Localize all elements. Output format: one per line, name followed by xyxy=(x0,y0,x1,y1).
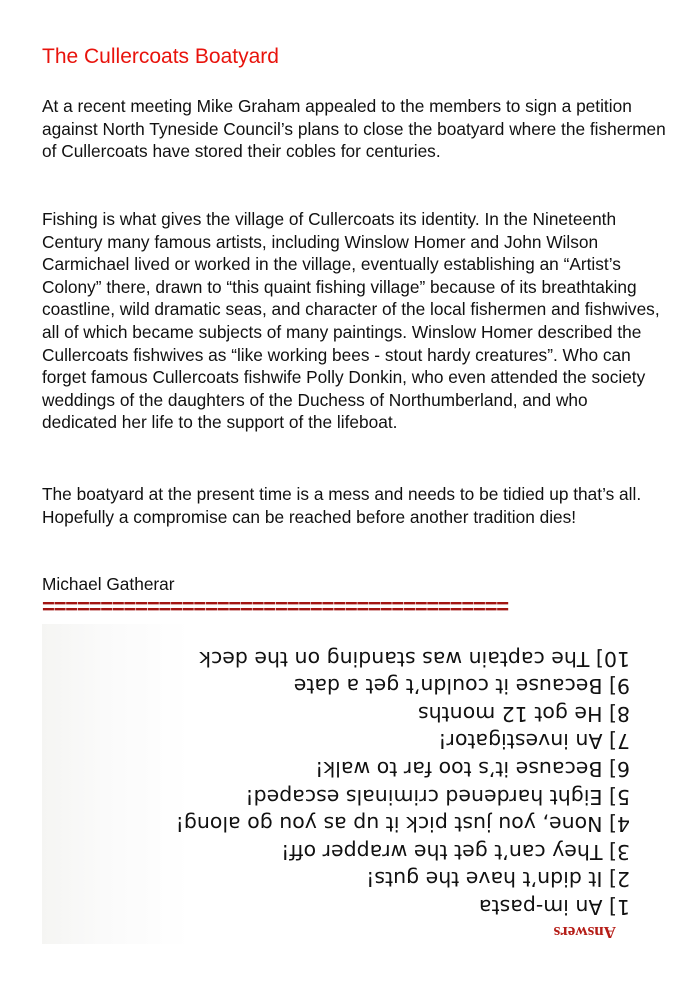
answer-item: 10] The captain was standing on the deck xyxy=(199,646,630,671)
article-title: The Cullercoats Boatyard xyxy=(42,45,279,68)
article-paragraph-2: Fishing is what gives the village of Cullercoats its identity. In the Nineteenth Century many famous artists, including Winslow Homer and John Wilson Carmichael lived or worked in the village, eventually establishing an “Artist’s Colony” there, drawn to “this quaint fishing village” because of its breathtaking coastline, wild dramatic seas, and character of the local fishermen and fishwives, all of which became subjects of many paintings. Winslow Homer described the Cullercoats fishwives as “like working bees - stout hardy creatures”. Who can forget famous Cullercoats fishwife Polly Donkin, who even attended the society weddings of the daughters of the Duchess of Northumberland, and who dedicated her life to the support of the lifeboat. xyxy=(42,209,660,433)
answer-item: 9] Because it couldn’t get a date xyxy=(293,674,630,699)
answer-item: 2] It didn’t have the guts! xyxy=(366,867,630,892)
answer-item: 5] Eight hardened criminals escaped! xyxy=(245,784,630,809)
answer-item: 4] None, you just pick it up as you go along! xyxy=(175,812,630,837)
section-divider: ======================================== xyxy=(42,598,508,616)
answer-item: 3] They can’t get the wrapper off! xyxy=(281,839,630,864)
answers-panel xyxy=(42,624,632,944)
article-paragraph-1: At a recent meeting Mike Graham appealed to the members to sign a petition against North Tyneside Council’s plans to close the boatyard where the fishermen of Cullercoats have stored their cobles for centuries. xyxy=(42,96,666,162)
article-signature: Michael Gatherar xyxy=(42,574,175,594)
answers-upside-down xyxy=(42,624,632,944)
article-paragraph-3: The boatyard at the present time is a mess and needs to be tidied up that’s all. Hopefully a compromise can be reached before another tradition dies! xyxy=(42,484,642,527)
answers-list xyxy=(176,644,630,920)
answer-item: 1] An im-pasta xyxy=(478,895,630,919)
answer-item: 7] An investigator! xyxy=(438,729,630,754)
answer-item: 8] He got 12 months xyxy=(417,701,630,726)
answer-item: 6] Because it’s too far to walk! xyxy=(315,757,630,782)
answers-heading: Answers xyxy=(553,923,616,942)
